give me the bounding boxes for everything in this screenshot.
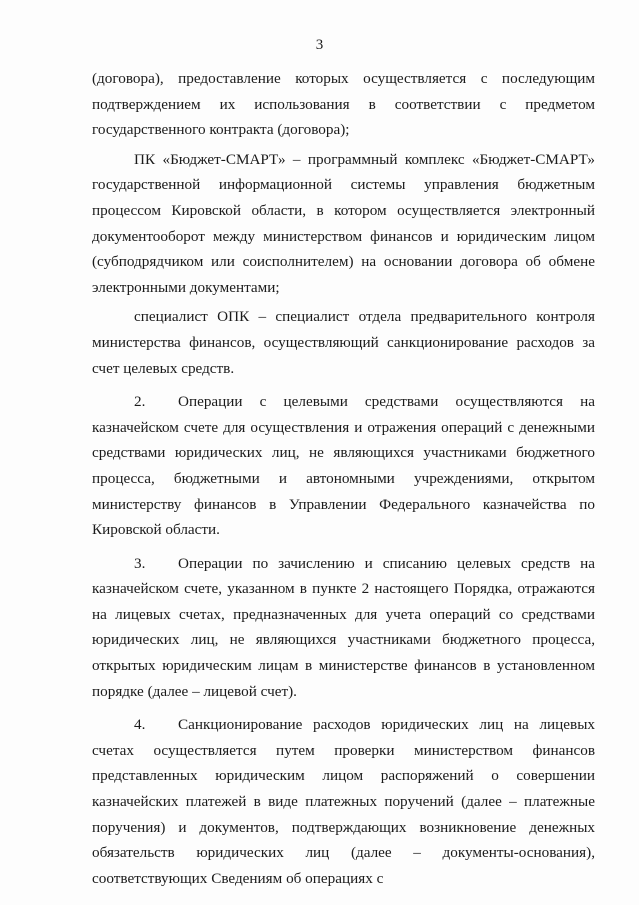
item-number: 3.: [134, 554, 146, 572]
item-number: 4.: [134, 716, 146, 734]
paragraph-text: специалист ОПК – специалист отдела предварительного контроля министерства финансов, осуществляющий санкционирование расходов за счет целевых средств.: [92, 308, 595, 377]
paragraph-text: Санкционирование расходов юридических лиц на лицевых счетах осуществляется путем проверки министерством финансов представленных юридическим лицом распоряжений о совершении казначейских платежей в виде платежных поручений (далее – платежные поручения) и документов, подтверждающих возникновение денежных обязательств юридических лиц (далее – документы-основания), соответствующих Сведениям об операциях с: [92, 716, 595, 887]
paragraph-item-2: [92, 389, 595, 543]
paragraph-text: Операции по зачислению и списанию целевых средств на казначейском счете, указанном в пункте 2 настоящего Порядка, отражаются на лицевых счетах, предназначенных для учета операций со средствами юридических лиц, не являющихся участниками бюджетного процесса, открытых юридическим лицам в министерстве финансов в установленном порядке (далее – лицевой счет).: [92, 554, 595, 700]
page-number: 3: [315, 37, 324, 53]
paragraph-item-3: [92, 551, 595, 705]
paragraph-text: ПК «Бюджет-СМАРТ» – программный комплекс «Бюджет-СМАРТ» государственной информационной системы управления бюджетным процессом Кировской области, в котором осуществляется электронный документооборот между министерством финансов и юридическим лицом (субподрядчиком или соисполнителем) на основании договора об обмене электронными документами;: [92, 150, 595, 296]
paragraph-definition-opk: [92, 304, 595, 381]
paragraph-item-4: [92, 712, 595, 891]
document-body: [92, 66, 595, 891]
paragraph-text: (договора), предоставление которых осуществляется с последующим подтверждением их использования в соответствии с предметом государственного контракта (договора);: [92, 70, 595, 139]
paragraph-text: Операции с целевыми средствами осуществляются на казначейском счете для осуществления и отражения операций с денежными средствами юридических лиц, не являющихся участниками бюджетного процесса, бюджетными и автономными учреждениями, открытом министерству финансов в Управлении Федерального казначейства по Кировской области.: [92, 393, 595, 539]
paragraph-definition-pk: [92, 147, 595, 301]
item-number: 2.: [134, 393, 146, 411]
paragraph-continuation: [92, 66, 595, 143]
